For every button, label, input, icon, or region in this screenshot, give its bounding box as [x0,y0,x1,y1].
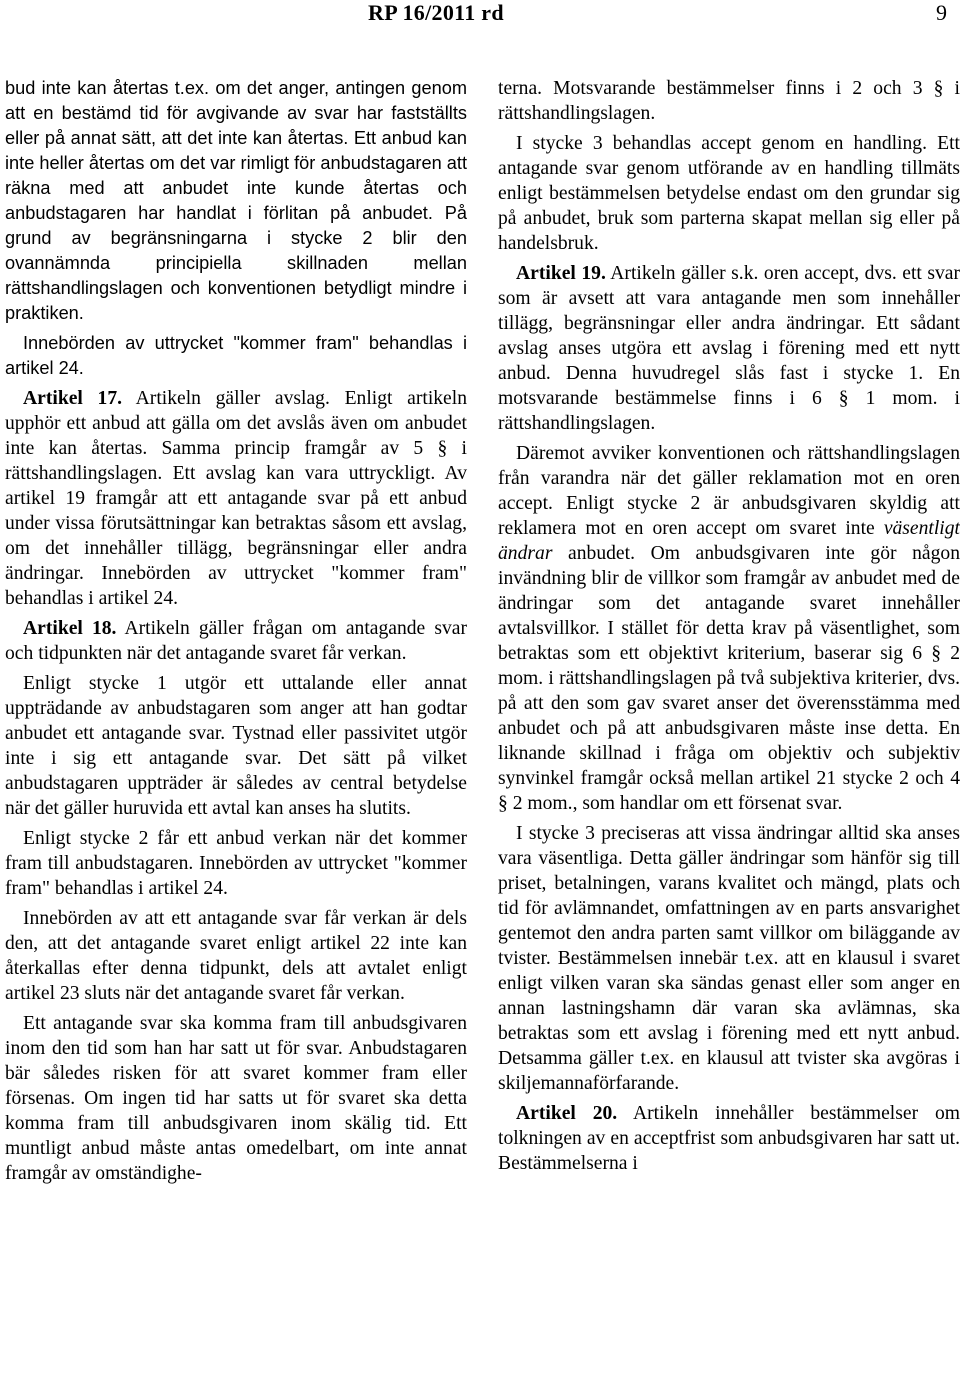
page-header [0,0,960,40]
paragraph: terna. Motsvarande bestämmelser finns i 2 och 3 § i rättshandlingslagen. [498,78,960,124]
article-heading: Artikel 19. [516,263,606,284]
article-heading: Artikel 17. [23,388,123,409]
left-column [5,76,467,1186]
article-heading: Artikel 20. [516,1103,618,1124]
paragraph: Enligt stycke 1 utgör ett uttalande eller annat uppträdande av anbudstagaren som anger att han godtar anbudet ett antagande svar. Tystnad eller passivitet utgör inte i sig ett antagande svar. Det sätt på vilket anbudstagaren uppträder är således av central betydelse när det gäller huruvida ett avtal kan anses ha slutits. [5,673,467,819]
paragraph: Enligt stycke 2 får ett anbud verkan när det kommer fram till anbudstagaren. Innebörden av uttrycket "kommer fram" behandlas i artikel 24. [5,828,467,899]
article-19: Artikel 19. Artikeln gäller s.k. oren accept, dvs. ett svar som är avsett att vara antagande men som innehåller tillägg, begränsningar eller andra ändringar. Ett sådant avslag anses utgöra ett avslag i förening med ett nytt anbud. Denna huvudregel slås fast i stycke 1. En motsvarande bestämmelse finns i 6 § 1 mom. i rättshandlingslagen. [498,263,960,434]
article-heading: Artikel 18. [23,618,117,639]
article-18: Artikel 18. Artikeln gäller frågan om antagande svar och tidpunkten när det antagande svaret får verkan. [5,618,467,664]
paragraph: I stycke 3 behandlas accept genom en handling. Ett antagande svar genom utförande av en handling tillmäts enligt bestämmelsen betydelse endast om den grundar sig på anbudet, bruk som parterna skapat mellan sig eller på handelsbruk. [498,133,960,254]
article-20: Artikel 20. Artikeln innehåller bestämmelser om tolkningen av en acceptfrist som anbudsgivaren har satt ut. Bestämmelserna i [498,1103,960,1174]
paragraph: Innebörden av uttrycket "kommer fram" behandlas i artikel 24. [5,333,467,378]
paragraph: Innebörden av att ett antagande svar får verkan är dels den, att det antagande svaret enligt artikel 22 inte kan återkallas efter denna tidpunkt, dels att avtalet enligt artikel 23 sluts när det antagande svaret får verkan. [5,908,467,1004]
emphasis: väsentligt ändrar [498,518,960,564]
paragraph: Däremot avviker konventionen och rättshandlingslagen från varandra när det gäller reklamation mot en oren accept. Enligt stycke 2 är anbudsgivaren skyldig att reklamera mot en oren accept om svaret inte väsentligt ändrar anbudet. Om anbudsgivaren inte gör någon invändning blir de villkor som framgår av anbudet med de ändringar som det antagande svaret innehåller avtalsvillkor. I stället för detta krav på väsentlighet, som betraktas som ett objektivt kriterium, baserar sig 6 § 2 mom. i rättshandlingslagen på två subjektiva kriterier, dvs. på att den som gav svaret anser det överensstämma med anbudet och på att anbudsgivaren måste inse detta. En liknande skillnad i fråga om objektiv och subjektiv synvinkel framgår också mellan artikel 21 stycke 2 och 4 § 2 mom., som handlar om ett försenat svar. [498,443,960,814]
right-column [498,76,960,1176]
paragraph: bud inte kan återtas t.ex. om det anger, antingen genom att en bestämd tid för avgivande av svar har fastställts eller på annat sätt, att det inte kan återtas. Ett anbud kan inte heller återtas om det var rimligt för anbudstagaren att räkna med att anbudet inte kunde återtas och anbudstagaren har handlat i förlitan på anbudet. På grund av begränsningarna i stycke 2 blir den ovannämnda principiella skillnaden mellan rättshandlingslagen och konventionen betydligt mindre i praktiken. [5,78,467,323]
document-id: RP 16/2011 rd [368,0,504,25]
article-17: Artikel 17. Artikeln gäller avslag. Enligt artikeln upphör ett anbud att gälla om det avslås även om anbudet inte kan återtas. Samma princip framgår av 5 § i rättshandlingslagen. Ett avslag kan vara uttryckligt. Av artikel 19 framgår att ett antagande svar på ett anbud under vissa förutsättningar kan betraktas såsom ett avslag, om det innehåller tillägg, begränsningar eller andra ändringar. Innebörden av uttrycket "kommer fram" behandlas i artikel 24. [5,388,467,609]
page-number: 9 [936,0,947,25]
paragraph: Ett antagande svar ska komma fram till anbudsgivaren inom den tid som han har satt ut för svar. Anbudstagaren bär således risken för att svaret kommer fram eller försenas. Om ingen tid har satts ut för svaret ska detta komma fram till anbudsgivaren inom skälig tid. Ett muntligt anbud måste antas omedelbart, om inte annat framgår av omständighe- [5,1013,467,1184]
paragraph: I stycke 3 preciseras att vissa ändringar alltid ska anses vara väsentliga. Detta gäller ändringar som hänför sig till priset, betalningen, varans kvalitet och mängd, plats och tid för avlämnandet, omfattningen av en parts ansvarighet gentemot den andra parten samt villkor om biläggande av tvister. Bestämmelsen innebär t.ex. att en klausul i svaret enligt vilken varan ska sändas genast eller som anger en annan lastningshamn där varan ska avlämnas, ska betraktas som ett avslag i förening med ett nytt anbud. Detsamma gäller t.ex. en klausul att tvister ska avgöras i skiljemannaförfarande. [498,823,960,1094]
